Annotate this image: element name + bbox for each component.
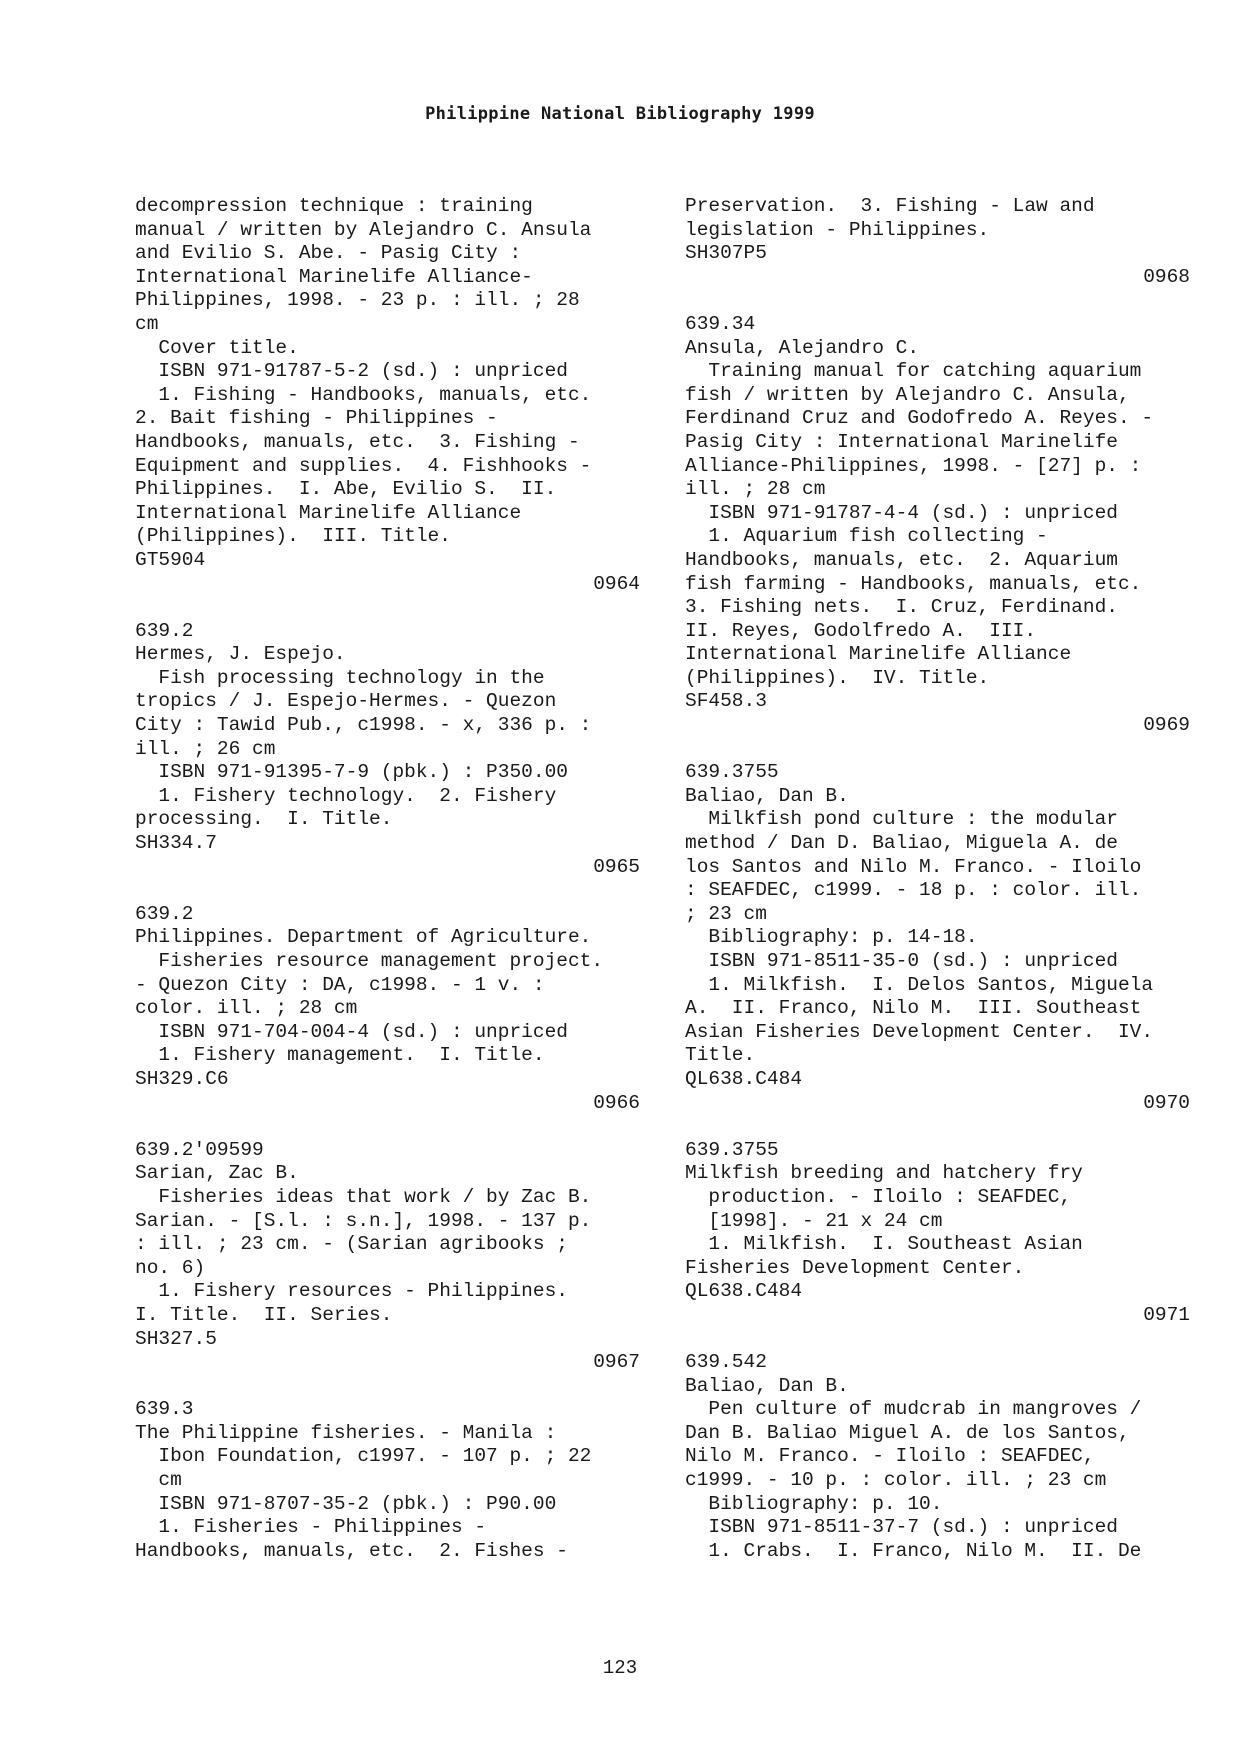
entry-line: Dan B. Baliao Miguel A. de los Santos, [685, 1421, 1130, 1444]
entry-line: method / Dan D. Baliao, Miguela A. de [685, 832, 1118, 855]
entry-gap [685, 1328, 1190, 1352]
entry-line: processing. I. Title. [135, 808, 393, 831]
entry-line: SF458.3 [685, 690, 767, 713]
entry-line: ISBN 971-704-004-4 (sd.) : unpriced [135, 1020, 568, 1043]
entry-line: ISBN 971-8707-35-2 (pbk.) : P90.00 [135, 1492, 557, 1515]
entry-line: 1. Aquarium fish collecting - [685, 525, 1048, 548]
entry-line: production. - Iloilo : SEAFDEC, [685, 1185, 1072, 1208]
entry-line: A. II. Franco, Nilo M. III. Southeast [685, 997, 1142, 1020]
entry-line: c1999. - 10 p. : color. ill. ; 23 cm [685, 1469, 1107, 1492]
entry-line: Fisheries ideas that work / by Zac B. [135, 1185, 592, 1208]
bibliography-entry [135, 620, 640, 880]
entry-line: Fish processing technology in the [135, 666, 545, 689]
entry-number: 0967 [593, 1351, 640, 1374]
bibliography-entry [685, 195, 1190, 289]
entry-line: International Marinelife Alliance [685, 643, 1072, 666]
entry-line: GT5904 [135, 548, 206, 571]
entry-line: ; 23 cm [685, 902, 767, 925]
entry-line: SH327.5 [135, 1327, 217, 1350]
bibliography-entry [135, 1398, 640, 1563]
entry-line: 639.34 [685, 312, 756, 335]
entry-line: 1. Fishery management. I. Title. [135, 1044, 545, 1067]
entry-line: Asian Fisheries Development Center. IV. [685, 1020, 1154, 1043]
entry-line: Equipment and supplies. 4. Fishhooks - [135, 454, 592, 477]
entry-line: 639.2'09599 [135, 1138, 264, 1161]
entry-line: Ansula, Alejandro C. [685, 336, 920, 359]
entry-line: - Quezon City : DA, c1998. - 1 v. : [135, 973, 545, 996]
entry-number: 0964 [593, 572, 640, 595]
entry-line: 639.3 [135, 1398, 194, 1421]
entry-line: QL638.C484 [685, 1067, 803, 1090]
entry-number: 0969 [1143, 714, 1190, 737]
entry-line: 639.542 [685, 1351, 767, 1374]
entry-line: (Philippines). III. Title. [135, 525, 451, 548]
entry-line: SH329.C6 [135, 1067, 229, 1090]
entry-line: 1. Milkfish. I. Delos Santos, Miguela [685, 973, 1154, 996]
entry-line: fish / written by Alejandro C. Ansula, [685, 383, 1130, 406]
entry-line: SH334.7 [135, 832, 217, 855]
entry-line: International Marinelife Alliance- [135, 265, 533, 288]
entry-line: [1998]. - 21 x 24 cm [685, 1209, 943, 1232]
entry-line: cm [135, 312, 159, 335]
entry-line: 639.3755 [685, 1138, 779, 1161]
entry-line: 639.2 [135, 619, 194, 642]
entry-line: Baliao, Dan B. [685, 784, 849, 807]
entry-line: 1. Milkfish. I. Southeast Asian [685, 1233, 1083, 1256]
entry-gap [135, 596, 640, 620]
entry-gap [685, 738, 1190, 762]
entry-line: Bibliography: p. 10. [685, 1492, 943, 1515]
entry-line: 1. Fisheries - Philippines - [135, 1516, 487, 1539]
page-number: 123 [602, 1657, 638, 1679]
entry-line: ISBN 971-91787-5-2 (sd.) : unpriced [135, 360, 568, 383]
entry-line: ISBN 971-91395-7-9 (pbk.) : P350.00 [135, 761, 568, 784]
entry-number: 0971 [1143, 1303, 1190, 1326]
entry-line: and Evilio S. Abe. - Pasig City : [135, 242, 522, 265]
entry-line: ISBN 971-8511-37-7 (sd.) : unpriced [685, 1516, 1118, 1539]
entry-line: QL638.C484 [685, 1280, 803, 1303]
entry-line: Cover title. [135, 336, 299, 359]
entry-line: color. ill. ; 28 cm [135, 997, 358, 1020]
right-column [685, 195, 1190, 1563]
entry-line: Ibon Foundation, c1997. - 107 p. ; 22 [135, 1445, 592, 1468]
entry-line: Handbooks, manuals, etc. 2. Fishes - [135, 1539, 568, 1562]
entry-line: Baliao, Dan B. [685, 1374, 849, 1397]
bibliography-entry [685, 761, 1190, 1115]
entry-line: The Philippine fisheries. - Manila : [135, 1421, 557, 1444]
entry-line: Philippines. I. Abe, Evilio S. II. [135, 478, 557, 501]
entry-line: : ill. ; 23 cm. - (Sarian agribooks ; [135, 1233, 568, 1256]
entry-number: 0966 [593, 1091, 640, 1114]
entry-line: ill. ; 26 cm [135, 737, 276, 760]
bibliography-entry [685, 1139, 1190, 1328]
entry-line: Handbooks, manuals, etc. 2. Aquarium [685, 548, 1118, 571]
bibliography-entry [685, 1351, 1190, 1563]
entry-line: Training manual for catching aquarium [685, 360, 1142, 383]
entry-line: City : Tawid Pub., c1998. - x, 336 p. : [135, 714, 592, 737]
entry-line: Philippines, 1998. - 23 p. : ill. ; 28 [135, 289, 580, 312]
entry-line: ill. ; 28 cm [685, 478, 826, 501]
bibliography-entry [685, 313, 1190, 738]
entry-gap [685, 289, 1190, 313]
entry-line: International Marinelife Alliance [135, 501, 522, 524]
entry-line: Sarian. - [S.l. : s.n.], 1998. - 137 p. [135, 1209, 592, 1232]
entry-line: Ferdinand Cruz and Godofredo A. Reyes. - [685, 407, 1154, 430]
entry-line: II. Reyes, Godolfredo A. III. [685, 619, 1037, 642]
entry-line: 2. Bait fishing - Philippines - [135, 407, 498, 430]
entry-line: decompression technique : training [135, 195, 533, 217]
entry-line: Milkfish breeding and hatchery fry [685, 1162, 1083, 1185]
entry-line: 1. Fishery resources - Philippines. [135, 1280, 568, 1303]
bibliography-entry [135, 903, 640, 1115]
entry-line: : SEAFDEC, c1999. - 18 p. : color. ill. [685, 879, 1142, 902]
bibliography-entry [135, 1139, 640, 1375]
entry-line: tropics / J. Espejo-Hermes. - Quezon [135, 690, 557, 713]
entry-line: Handbooks, manuals, etc. 3. Fishing - [135, 430, 580, 453]
entry-gap [135, 1375, 640, 1399]
entry-number: 0965 [593, 855, 640, 878]
entry-line: ISBN 971-8511-35-0 (sd.) : unpriced [685, 950, 1118, 972]
entry-line: (Philippines). IV. Title. [685, 666, 990, 689]
entry-line: Pasig City : International Marinelife [685, 430, 1118, 453]
left-column [135, 195, 640, 1563]
entry-line: 639.2 [135, 902, 194, 925]
entry-line: Pen culture of mudcrab in mangroves / [685, 1398, 1142, 1421]
page-header: Philippine National Bibliography 1999 [425, 104, 815, 124]
entry-line: Fisheries resource management project. [135, 950, 604, 972]
entry-line: Fisheries Development Center. [685, 1256, 1025, 1279]
entry-number: 0970 [1143, 1091, 1190, 1114]
entry-line: Preservation. 3. Fishing - Law and [685, 195, 1095, 217]
entry-line: Sarian, Zac B. [135, 1162, 299, 1185]
entry-line: I. Title. II. Series. [135, 1303, 393, 1326]
bibliography-entry [135, 195, 640, 596]
entry-line: legislation - Philippines. [685, 218, 990, 241]
entry-line: Alliance-Philippines, 1998. - [27] p. : [685, 454, 1142, 477]
entry-number: 0968 [1143, 265, 1190, 288]
entry-line: Hermes, J. Espejo. [135, 643, 346, 666]
entry-line: 3. Fishing nets. I. Cruz, Ferdinand. [685, 596, 1118, 619]
entry-line: SH307P5 [685, 242, 767, 265]
entry-line: Philippines. Department of Agriculture. [135, 926, 592, 949]
entry-line: ISBN 971-91787-4-4 (sd.) : unpriced [685, 501, 1118, 524]
entry-line: no. 6) [135, 1256, 206, 1279]
entry-line: cm [135, 1469, 182, 1492]
entry-gap [135, 1115, 640, 1139]
entry-line: Milkfish pond culture : the modular [685, 808, 1118, 831]
entry-gap [135, 879, 640, 903]
entry-line: 639.3755 [685, 761, 779, 784]
entry-line: fish farming - Handbooks, manuals, etc. [685, 572, 1142, 595]
entry-line: 1. Crabs. I. Franco, Nilo M. II. De [685, 1539, 1142, 1562]
entry-line: manual / written by Alejandro C. Ansula [135, 218, 592, 241]
entry-gap [685, 1115, 1190, 1139]
entry-line: Title. [685, 1044, 756, 1067]
entry-line: Nilo M. Franco. - Iloilo : SEAFDEC, [685, 1445, 1095, 1468]
entry-line: Bibliography: p. 14-18. [685, 926, 978, 949]
entry-line: los Santos and Nilo M. Franco. - Iloilo [685, 855, 1142, 878]
entry-line: 1. Fishing - Handbooks, manuals, etc. [135, 383, 592, 406]
entry-line: 1. Fishery technology. 2. Fishery [135, 784, 557, 807]
